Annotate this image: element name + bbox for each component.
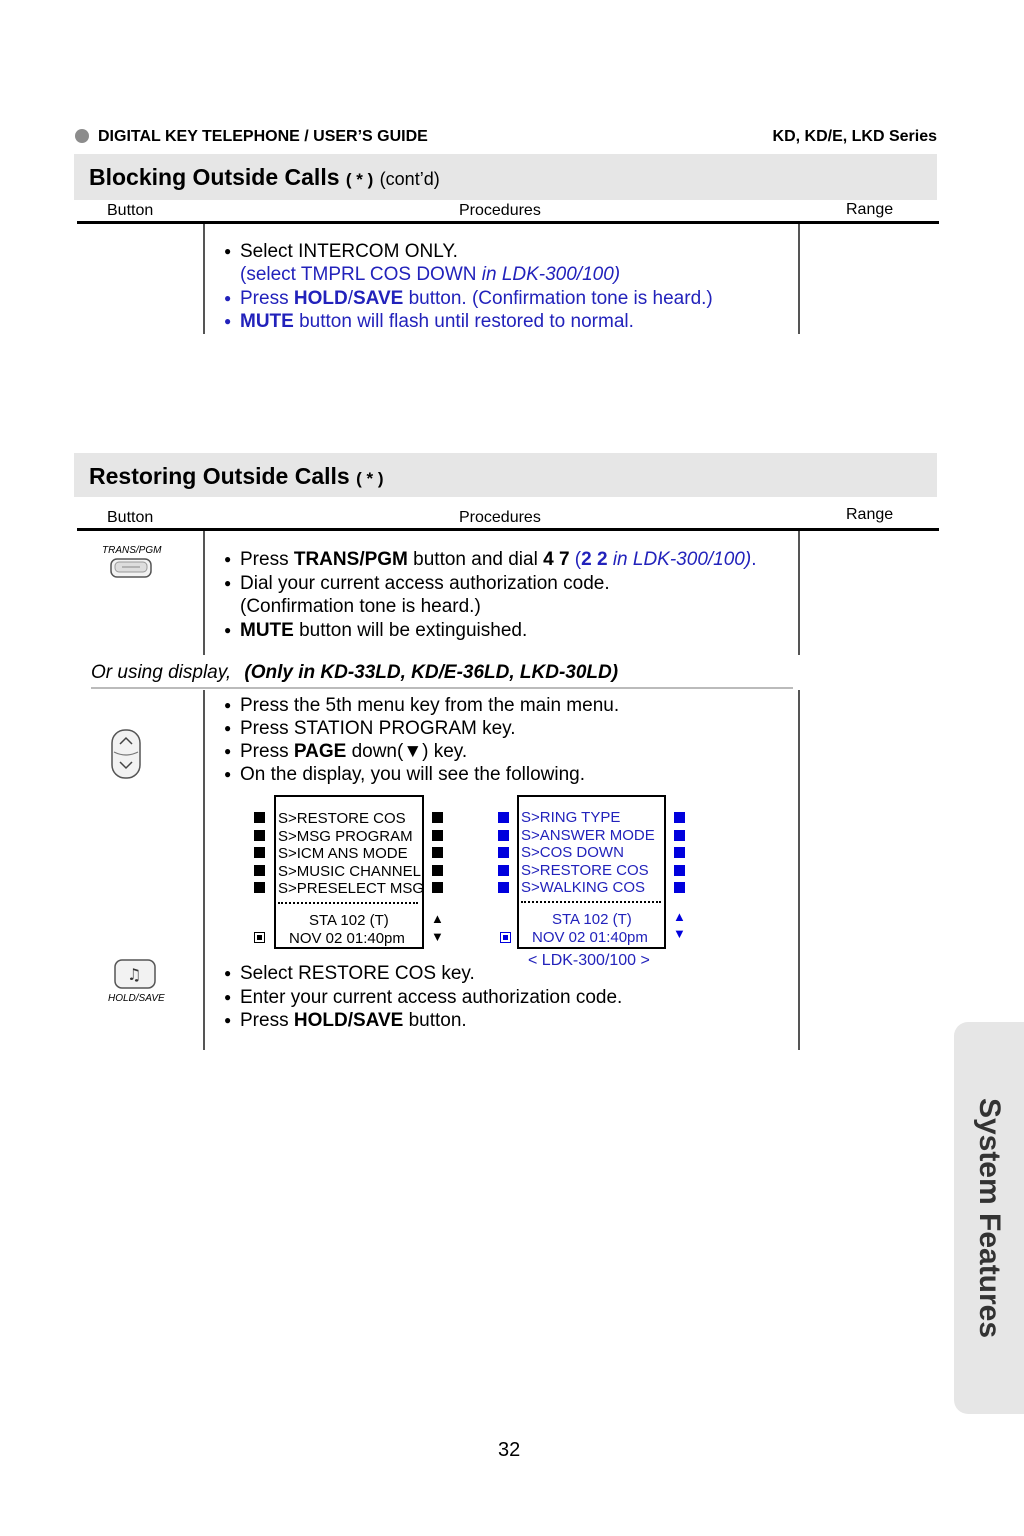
section2-col-procedures: Procedures: [459, 509, 541, 526]
scroll-down-ldk-icon: ▼: [673, 926, 686, 941]
lcd-ldk-caption: < LDK-300/100 >: [528, 952, 650, 969]
display-method-rule: [91, 687, 793, 689]
header-series: KD, KD/E, LKD Series: [772, 128, 937, 145]
section1-col-button: Button: [107, 202, 154, 219]
section1-step-1: ● Select INTERCOM ONLY.: [224, 241, 458, 262]
lcd-display-standard: [254, 795, 454, 950]
trans-pgm-label: TRANS/PGM: [102, 545, 162, 556]
softkey-3: [254, 847, 265, 858]
lcd-dotted-divider: [278, 902, 418, 904]
softkey-5: [254, 882, 265, 893]
softkey-ldk-8: [674, 847, 685, 858]
lcd-ldk-station: STA 102 (T): [552, 911, 632, 928]
softkey-ldk-1: [498, 812, 509, 823]
section-side-tab: [954, 1022, 1024, 1414]
section2-col-divider-right-top: [798, 531, 800, 655]
section2-col-divider-right-bottom: [798, 690, 800, 1050]
lcd-ldk-line-4: S>RESTORE COS: [521, 862, 649, 879]
lcd-display-ldk: [498, 795, 698, 950]
lcd-line-4: S>MUSIC CHANNEL: [278, 863, 421, 880]
softkey-ldk-4: [498, 865, 509, 876]
section1-title-band: [74, 154, 937, 200]
softkey-1: [254, 812, 265, 823]
trans-pgm-button-icon: [110, 557, 152, 584]
softkey-ldk-5: [498, 882, 509, 893]
softkey-2: [254, 830, 265, 841]
lcd-line-5: S>PRESELECT MSG: [278, 880, 425, 897]
hold-save-label: HOLD/SAVE: [108, 993, 165, 1004]
select-key-ldk-icon: [500, 932, 511, 943]
final-step-2: ● Enter your current access authorization code.: [224, 987, 623, 1008]
softkey-ldk-10: [674, 882, 685, 893]
softkey-9: [432, 865, 443, 876]
section2-col-range: Range: [846, 506, 894, 523]
section2-step-2: ● Dial your current access authorization code.: [224, 573, 610, 594]
lcd-ldk-line-3: S>COS DOWN: [521, 844, 624, 861]
softkey-7: [432, 830, 443, 841]
lcd-line-2: S>MSG PROGRAM: [278, 828, 413, 845]
header-bullet-icon: [75, 129, 89, 143]
scroll-down-icon: ▼: [431, 929, 444, 944]
section2-step-3: ● MUTE button will be extinguished.: [224, 620, 528, 641]
display-method-heading: Or using display, (Only in KD-33LD, KD/E-36LD, LKD-30LD): [91, 662, 619, 683]
page-updown-key-icon: [108, 728, 144, 785]
header-guide-title: DIGITAL KEY TELEPHONE / USER’S GUIDE: [98, 128, 428, 145]
softkey-ldk-7: [674, 830, 685, 841]
final-step-3: ● Press HOLD/SAVE button.: [224, 1010, 467, 1031]
section1-step-2: ● Press HOLD/SAVE button. (Confirmation tone is heard.): [224, 288, 713, 309]
lcd-ldk-line-1: S>RING TYPE: [521, 809, 621, 826]
softkey-ldk-2: [498, 830, 509, 841]
side-tab-label: System Features: [973, 1097, 1006, 1339]
svg-text:♫: ♫: [127, 965, 142, 984]
lcd-line-3: S>ICM ANS MODE: [278, 845, 408, 862]
section1-col-procedures: Procedures: [459, 202, 541, 219]
lcd-ldk-dotted-divider: [521, 901, 661, 903]
section1-header-rule: [77, 221, 939, 224]
section1-col-divider-left: [203, 224, 205, 334]
softkey-10: [432, 882, 443, 893]
softkey-8: [432, 847, 443, 858]
softkey-ldk-9: [674, 865, 685, 876]
section2-step-1: ● Press TRANS/PGM button and dial 4 7 (2 2 in LDK-300/100).: [224, 549, 757, 570]
section1-step-3: ● MUTE button will flash until restored to normal.: [224, 311, 634, 332]
section2-header-rule: [77, 528, 939, 531]
softkey-6: [432, 812, 443, 823]
final-step-1: ● Select RESTORE COS key.: [224, 963, 475, 984]
select-key-icon: [254, 932, 265, 943]
display-step-3: ● Press PAGE down(▼) key.: [224, 741, 468, 762]
lcd-ldk-line-5: S>WALKING COS: [521, 879, 646, 896]
section1-title: Blocking Outside Calls ( * ) (cont’d): [89, 164, 440, 190]
hold-save-button-icon: [113, 958, 157, 995]
display-step-4: ● On the display, you will see the following.: [224, 764, 585, 785]
section2-col-button: Button: [107, 509, 154, 526]
section2-title: Restoring Outside Calls ( * ): [89, 463, 384, 489]
display-step-2: ● Press STATION PROGRAM key.: [224, 718, 516, 739]
lcd-ldk-line-2: S>ANSWER MODE: [521, 827, 655, 844]
lcd-ldk-date-time: NOV 02 01:40pm: [532, 929, 648, 946]
section1-col-range: Range: [846, 201, 894, 218]
section2-col-divider-left-top: [203, 531, 205, 655]
section1-step-1-note: (select TMPRL COS DOWN in LDK-300/100): [240, 264, 621, 285]
section2-title-band: [74, 453, 937, 497]
softkey-ldk-6: [674, 812, 685, 823]
section2-step-2-note: (Confirmation tone is heard.): [240, 596, 481, 617]
section2-col-divider-left-bottom: [203, 690, 205, 1050]
softkey-ldk-3: [498, 847, 509, 858]
lcd-line-1: S>RESTORE COS: [278, 810, 406, 827]
scroll-up-ldk-icon: ▲: [673, 909, 686, 924]
softkey-4: [254, 865, 265, 876]
scroll-up-icon: ▲: [431, 911, 444, 926]
section1-col-divider-right: [798, 224, 800, 334]
lcd-date-time: NOV 02 01:40pm: [289, 930, 405, 947]
page-number: 32: [498, 1439, 521, 1461]
display-step-1: ● Press the 5th menu key from the main menu.: [224, 695, 620, 716]
lcd-station: STA 102 (T): [309, 912, 389, 929]
